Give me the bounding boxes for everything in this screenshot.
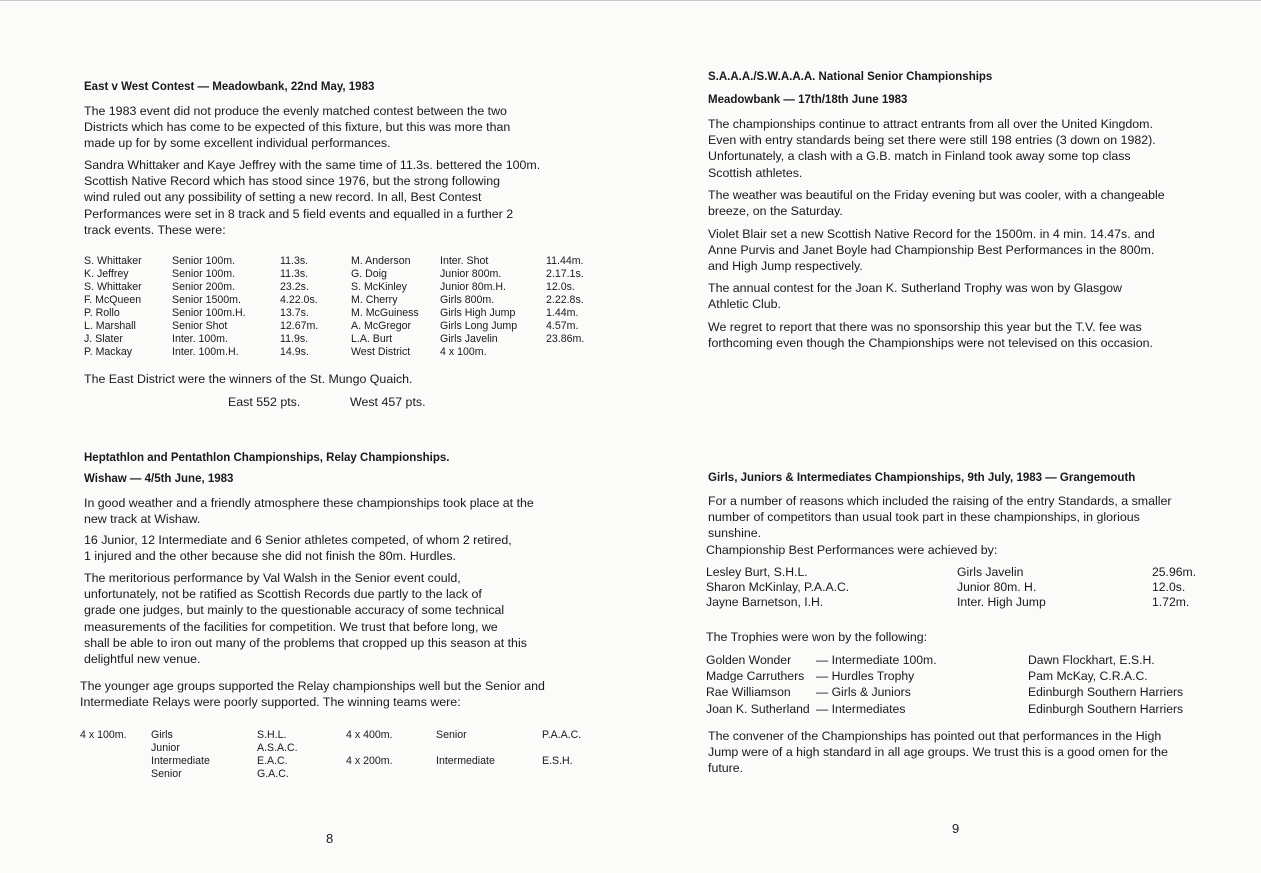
cbp-athlete: Lesley Burt, S.H.L.	[706, 565, 808, 579]
east-points: East 552 pts.	[228, 395, 301, 409]
girls-juniors-paragraph-1: For a number of reasons which included the raising of the entry Standards, a smaller number of competitors than usual took part in these championships, in glorious sunshine.	[708, 494, 1172, 541]
table-cell: Girls Javelin	[440, 333, 498, 345]
table-cell: L. Marshall	[84, 320, 136, 332]
relay-group: Junior	[151, 742, 180, 754]
heptathlon-subtitle: Wishaw — 4/5th June, 1983	[84, 473, 234, 485]
table-cell: Senior Shot	[172, 320, 228, 332]
east-west-record-paragraph: Sandra Whittaker and Kaye Jeffrey with the same time of 11.3s. bettered the 100m. Scottish Native Record which has stood since 1976, but the strong following wind ruled out any possibility of setting a new record. In all, Best Contest Performances were set in 8 track and 5 field events and equalled in a further 2 track events. These were:	[84, 158, 541, 237]
table-cell: Girls High Jump	[440, 307, 516, 319]
table-cell: West District	[351, 346, 411, 358]
trophy-category: — Hurdles Trophy	[816, 669, 915, 683]
table-cell: Senior 200m.	[172, 281, 236, 293]
national-championships-title: S.A.A.A./S.W.A.A.A. National Senior Championships	[708, 71, 993, 83]
cbp-athlete: Sharon McKinlay, P.A.A.C.	[706, 580, 850, 594]
cbp-event: Junior 80m. H.	[957, 580, 1037, 594]
trophy-winner: Edinburgh Southern Harriers	[1028, 685, 1184, 699]
relay-club: S.H.L.	[257, 729, 287, 741]
relay-event: 4 x 400m.	[346, 729, 393, 741]
cbp-mark: 12.0s.	[1152, 580, 1186, 594]
page-number: 8	[326, 831, 334, 846]
relay-event: 4 x 200m.	[346, 755, 393, 767]
cbp-event: Inter. High Jump	[957, 595, 1046, 609]
cbp-athlete: Jayne Barnetson, I.H.	[706, 595, 824, 609]
relay-club: E.S.H.	[542, 755, 573, 767]
west-points: West 457 pts.	[350, 395, 426, 409]
table-cell: L.A. Burt	[351, 333, 393, 345]
cbp-mark: 25.96m.	[1152, 565, 1197, 579]
table-cell: 11.3s.	[280, 268, 309, 280]
trophy-category: — Girls & Juniors	[816, 685, 911, 699]
heptathlon-paragraph-3: The meritorious performance by Val Walsh in the Senior event could, unfortunately, not be ratified as Scottish Records due partly to the lack of grade one judges, but mainly to the questionable accuracy of some technical measurements of the facilities for competition. We trust that before long, we shall be able to iron out many of the problems that cropped up this season at this delightful new venue.	[84, 571, 527, 667]
trophy-name: Joan K. Sutherland	[706, 702, 810, 716]
relay-group: Girls	[151, 729, 173, 741]
table-cell: P. Mackay	[84, 346, 133, 358]
trophy-winner: Edinburgh Southern Harriers	[1028, 702, 1184, 716]
relay-group: Senior	[436, 729, 467, 741]
cbp-event: Girls Javelin	[957, 565, 1024, 579]
relay-group: Intermediate	[436, 755, 495, 767]
trophy-category: — Intermediate 100m.	[816, 653, 937, 667]
table-cell: Girls Long Jump	[440, 320, 518, 332]
page-number: 9	[952, 821, 960, 836]
quaich-winners: The East District were the winners of the St. Mungo Quaich.	[84, 372, 413, 386]
table-cell: P. Rollo	[84, 307, 120, 319]
table-cell: M. Cherry	[351, 294, 398, 306]
table-cell: 12.67m.	[280, 320, 319, 332]
relay-club: A.S.A.C.	[257, 742, 298, 754]
national-paragraph-2: The weather was beautiful on the Friday evening but was cooler, with a changeable breeze, on the Saturday.	[708, 188, 1165, 219]
table-cell: Girls 800m.	[440, 294, 495, 306]
table-cell: Senior 1500m.	[172, 294, 241, 306]
table-cell: 14.9s.	[280, 346, 309, 358]
national-paragraph-4: The annual contest for the Joan K. Sutherland Trophy was won by Glasgow Athletic Club.	[708, 281, 1122, 312]
table-cell: J. Slater	[84, 333, 123, 345]
relay-event: 4 x 100m.	[80, 729, 127, 741]
relay-group: Senior	[151, 768, 182, 780]
table-cell: M. McGuiness	[351, 307, 419, 319]
table-cell: 4.22.0s.	[280, 294, 318, 306]
table-cell: G. Doig	[351, 268, 387, 280]
national-paragraph-5: We regret to report that there was no sponsorship this year but the T.V. fee was forthcoming even though the Championships were not televised on this occasion.	[708, 320, 1153, 351]
national-paragraph-3: Violet Blair set a new Scottish Native Record for the 1500m. in 4 min. 14.47s. and Anne Purvis and Janet Boyle had Championship Best Performances in the 800m. and High Jump respectively.	[708, 227, 1155, 274]
girls-juniors-paragraph-2: The convener of the Championships has pointed out that performances in the High Jump were of a high standard in all age groups. We trust this is a good omen for the future.	[708, 729, 1168, 776]
table-cell: 11.9s.	[280, 333, 309, 345]
table-cell: Inter. Shot	[440, 255, 489, 267]
table-cell: S. Whittaker	[84, 255, 142, 267]
right-page	[631, 0, 1261, 873]
trophy-name: Madge Carruthers	[706, 669, 805, 683]
table-cell: 4.57m.	[546, 320, 579, 332]
table-cell: 2.17.1s.	[546, 268, 584, 280]
table-cell: Inter. 100m.	[172, 333, 228, 345]
table-cell: 11.3s.	[280, 255, 309, 267]
left-page	[0, 0, 630, 873]
relay-club: P.A.A.C.	[542, 729, 582, 741]
national-paragraph-1: The championships continue to attract entrants from all over the United Kingdom. Even with entry standards being set there were still 198 entries (3 down on 1982). Unfortunately, a clash with a G.B. match in Finland took away some top class Scottish athletes.	[708, 117, 1156, 180]
table-cell: 4 x 100m.	[440, 346, 487, 358]
table-cell: F. McQueen	[84, 294, 142, 306]
trophy-winner: Pam McKay, C.R.A.C.	[1028, 669, 1148, 683]
national-championships-subtitle: Meadowbank — 17th/18th June 1983	[708, 94, 908, 106]
relay-paragraph: The younger age groups supported the Relay championships well but the Senior and Intermediate Relays were poorly supported. The winning teams were:	[80, 679, 545, 710]
table-cell: Senior 100m.	[172, 268, 236, 280]
trophy-winner: Dawn Flockhart, E.S.H.	[1028, 653, 1155, 667]
east-west-title: East v West Contest — Meadowbank, 22nd May, 1983	[84, 81, 375, 93]
table-cell: A. McGregor	[351, 320, 412, 332]
girls-juniors-title: Girls, Juniors & Intermediates Championships, 9th July, 1983 — Grangemouth	[708, 472, 1136, 484]
table-cell: S. McKinley	[351, 281, 407, 293]
table-cell: 12.0s.	[546, 281, 575, 293]
relay-club: E.A.C.	[257, 755, 288, 767]
table-cell: M. Anderson	[351, 255, 411, 267]
table-cell: 11.44m.	[546, 255, 584, 267]
trophies-intro: The Trophies were won by the following:	[706, 630, 928, 644]
cbp-intro: Championship Best Performances were achieved by:	[706, 543, 998, 557]
trophy-category: — Intermediates	[816, 702, 906, 716]
relay-club: G.A.C.	[257, 768, 289, 780]
table-cell: S. Whittaker	[84, 281, 142, 293]
table-cell: K. Jeffrey	[84, 268, 129, 280]
table-cell: 2.22.8s.	[546, 294, 584, 306]
relay-group: Intermediate	[151, 755, 210, 767]
trophy-name: Rae Williamson	[706, 685, 791, 699]
table-cell: 13.7s.	[280, 307, 309, 319]
table-cell: 1.44m.	[546, 307, 579, 319]
table-cell: 23.2s.	[280, 281, 309, 293]
table-cell: Inter. 100m.H.	[172, 346, 239, 358]
table-cell: Junior 80m.H.	[440, 281, 506, 293]
heptathlon-paragraph-1: In good weather and a friendly atmosphere these championships took place at the new track at Wishaw.	[84, 496, 534, 527]
heptathlon-title: Heptathlon and Pentathlon Championships, Relay Championships.	[84, 452, 450, 464]
table-cell: Senior 100m.H.	[172, 307, 246, 319]
table-cell: Junior 800m.	[440, 268, 502, 280]
table-cell: 23.86m.	[546, 333, 585, 345]
table-cell: Senior 100m.	[172, 255, 236, 267]
trophy-name: Golden Wonder	[706, 653, 792, 667]
cbp-mark: 1.72m.	[1152, 595, 1190, 609]
east-west-intro-paragraph: The 1983 event did not produce the evenly matched contest between the two Districts which has come to be expected of this fixture, but this was more than made up for by some excellent individual performances.	[84, 104, 511, 151]
heptathlon-paragraph-2: 16 Junior, 12 Intermediate and 6 Senior athletes competed, of whom 2 retired, 1 injured and the other because she did not finish the 80m. Hurdles.	[84, 533, 512, 564]
